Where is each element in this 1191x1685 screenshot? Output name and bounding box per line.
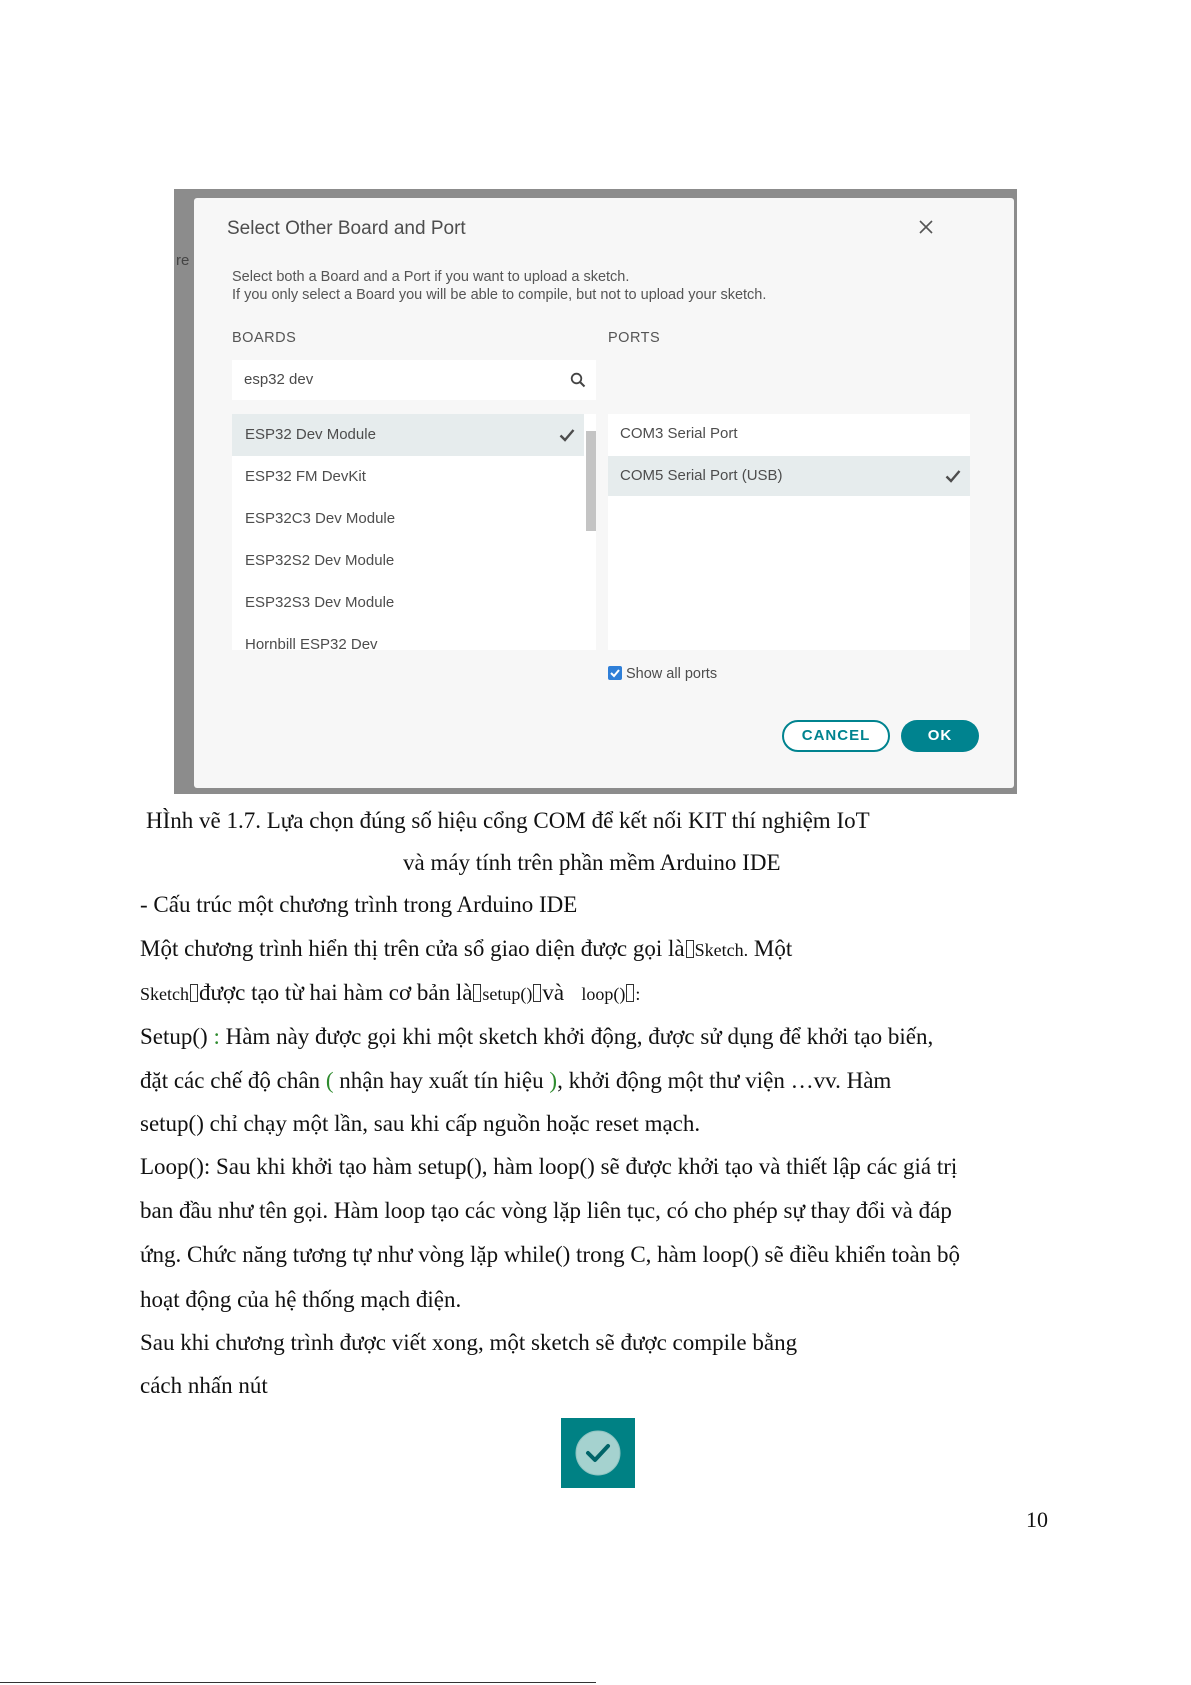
missing-glyph-box <box>686 940 694 958</box>
search-value: esp32 dev <box>244 371 314 388</box>
background-fragment: re <box>176 252 190 269</box>
check-circle-icon <box>561 1418 635 1488</box>
description-line: Select both a Board and a Port if you want to upload a sketch. <box>232 269 630 285</box>
select-board-port-dialog <box>194 198 1014 788</box>
sketch-term: Sketch <box>140 984 189 1004</box>
board-item-esp32s3-dev-module[interactable] <box>232 582 584 624</box>
paragraph-line: setup() chỉ chạy một lần, sau khi cấp nguồn hoặc reset mạch. <box>140 1111 701 1136</box>
footer-rule <box>0 1682 596 1683</box>
board-label: ESP32S3 Dev Module <box>245 594 395 611</box>
dialog-description <box>232 268 766 304</box>
text-run: đặt các chế độ chân <box>140 1068 326 1093</box>
cancel-button[interactable]: CANCEL <box>782 720 890 752</box>
scrollbar-thumb[interactable] <box>586 431 596 531</box>
paragraph-line <box>140 980 640 1006</box>
missing-glyph-box <box>473 984 481 1002</box>
green-colon: : <box>213 1024 220 1049</box>
figure-caption-line1: HÌnh vẽ 1.7. Lựa chọn đúng số hiệu cổng COM để kết nối KIT thí nghiệm IoT <box>146 808 870 833</box>
board-search-input[interactable] <box>232 360 596 400</box>
paragraph-line <box>140 936 792 962</box>
board-label: ESP32S2 Dev Module <box>245 552 395 569</box>
board-item-esp32-dev-module[interactable] <box>232 414 584 456</box>
missing-glyph-box <box>533 984 541 1002</box>
text-run: được tạo từ hai hàm cơ bản là <box>199 980 473 1005</box>
show-all-ports-toggle[interactable] <box>608 666 717 682</box>
text-run: Một chương trình hiển thị trên cửa sổ giao diện được gọi là <box>140 936 685 961</box>
port-label: COM5 Serial Port (USB) <box>620 467 783 484</box>
boards-list <box>232 414 584 650</box>
paragraph-line: ứng. Chức năng tương tự như vòng lặp while() trong C, hàm loop() sẽ điều khiển toàn bộ <box>140 1242 960 1267</box>
check-icon <box>945 469 961 483</box>
description-line: If you only select a Board you will be able to compile, but not to upload your sketch. <box>232 287 767 303</box>
port-item-com5[interactable] <box>608 456 970 496</box>
figure-caption-line2: và máy tính trên phần mềm Arduino IDE <box>403 850 781 875</box>
text-run: Hàm này được gọi khi một sketch khởi động, được sử dụng để khởi tạo biến, <box>219 1024 934 1049</box>
board-label: ESP32 FM DevKit <box>245 468 366 485</box>
text-run: , khởi động một thư viện …vv. Hàm <box>557 1068 892 1093</box>
section-bullet: - Cấu trúc một chương trình trong Arduino IDE <box>140 892 578 917</box>
board-item-esp32-fm-devkit[interactable] <box>232 456 584 498</box>
text-run: Setup() <box>140 1024 214 1049</box>
paragraph-line <box>140 1024 933 1050</box>
port-label: COM3 Serial Port <box>620 425 738 442</box>
ports-header: PORTS <box>608 330 661 346</box>
missing-glyph-box <box>626 984 634 1002</box>
close-icon[interactable] <box>914 215 938 239</box>
paragraph-line: cách nhấn nút <box>140 1373 268 1398</box>
board-label: ESP32 Dev Module <box>245 426 376 443</box>
paragraph-line <box>140 1068 891 1094</box>
setup-term: setup() <box>482 984 533 1004</box>
board-item-hornbill-esp32-dev[interactable] <box>232 624 584 650</box>
missing-glyph-box <box>190 984 198 1002</box>
text-run: và <box>542 980 565 1005</box>
text-run: Một <box>748 936 793 961</box>
ports-list <box>608 414 970 650</box>
board-label: ESP32C3 Dev Module <box>245 510 396 527</box>
board-item-esp32s2-dev-module[interactable] <box>232 540 584 582</box>
text-run: : <box>635 984 641 1004</box>
checkbox-icon[interactable] <box>608 666 622 680</box>
text-run: nhận hay xuất tín hiệu <box>333 1068 550 1093</box>
paragraph-line: hoạt động của hệ thống mạch điện. <box>140 1287 462 1312</box>
sketch-term: Sketch. <box>694 940 749 960</box>
board-item-esp32c3-dev-module[interactable] <box>232 498 584 540</box>
paragraph-line: Sau khi chương trình được viết xong, một sketch sẽ được compile bằng <box>140 1330 798 1355</box>
show-all-ports-label: Show all ports <box>626 666 718 682</box>
port-item-com3[interactable] <box>608 414 970 454</box>
green-paren: ( <box>325 1068 334 1093</box>
check-icon <box>559 428 575 442</box>
loop-term: loop() <box>581 984 626 1004</box>
boards-header: BOARDS <box>232 330 297 346</box>
paragraph-line: ban đầu như tên gọi. Hàm loop tạo các vòng lặp liên tục, có cho phép sự thay đổi và đáp <box>140 1198 952 1223</box>
green-paren: ) <box>549 1068 558 1093</box>
paragraph-line: Loop(): Sau khi khởi tạo hàm setup(), hàm loop() sẽ được khởi tạo và thiết lập các giá trị <box>140 1154 958 1179</box>
page-number: 10 <box>1026 1507 1048 1532</box>
dialog-title: Select Other Board and Port <box>227 218 466 239</box>
board-label: Hornbill ESP32 Dev <box>245 636 378 650</box>
ok-button[interactable]: OK <box>901 720 979 752</box>
search-icon <box>570 372 586 388</box>
